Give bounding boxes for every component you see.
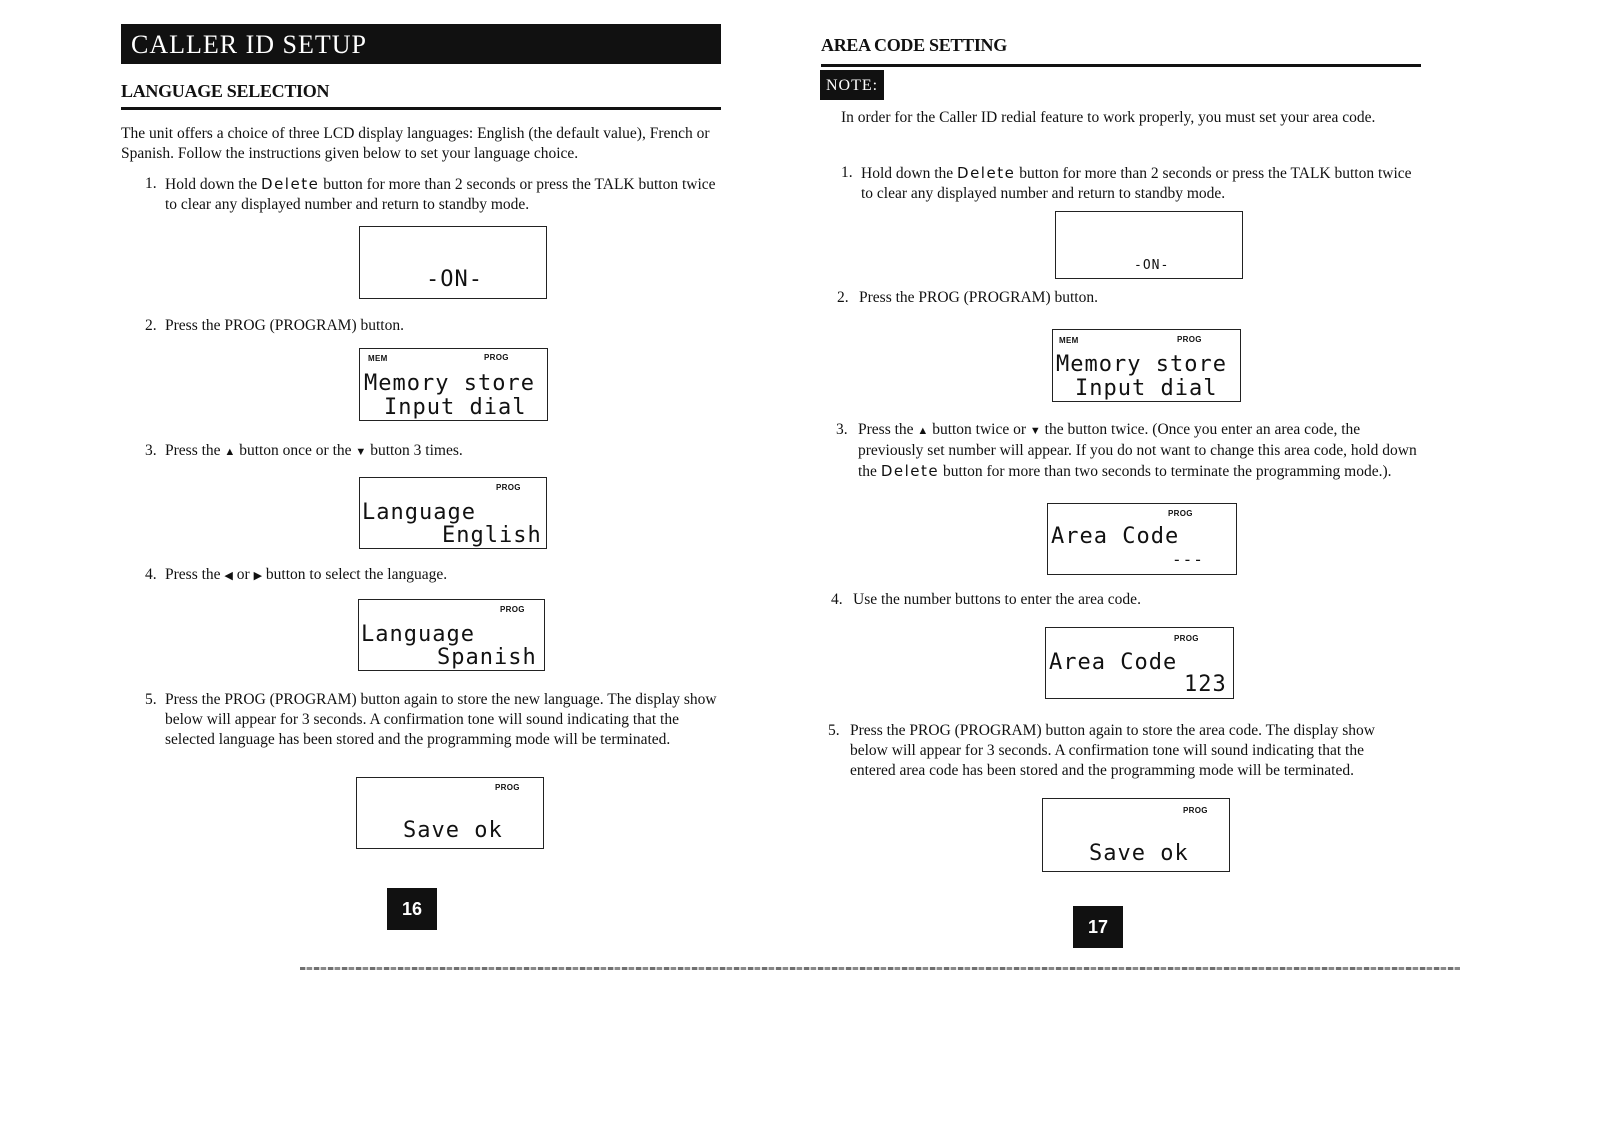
lcd-line-1: Memory store [364, 371, 535, 396]
lcd-line-2: Input dial [384, 395, 527, 420]
lcd-line-1: Language [361, 622, 475, 647]
lcd-line-2: Save ok [403, 818, 503, 843]
note-label: NOTE: [820, 70, 884, 100]
lcd-line-1: Area Code [1049, 650, 1178, 675]
lcd-display-save-ok [356, 777, 544, 849]
lcd-display-on [359, 226, 547, 299]
page-number: 16 [387, 888, 437, 930]
intro-paragraph: The unit offers a choice of three LCD display languages: English (the default value), French or Spanish. Follow the instructions given below to set your language choice. [121, 125, 710, 162]
lcd-display-area-code-empty [1047, 503, 1237, 575]
step-text: Press the ▲ button twice or ▼ the button twice. (Once you enter an area code, the previously set number will appear. If you do not want to change this area code, hold down the Delete button for more than two seconds to terminate the programming mode.). [858, 421, 1417, 480]
step-text: Press the ◀ or ▶ button to select the language. [165, 566, 448, 583]
page-number: 17 [1073, 906, 1123, 948]
step-number: 1. [145, 175, 157, 192]
lcd-line-2: -ON- [1134, 258, 1170, 273]
delete-key-label: Delete [261, 175, 320, 193]
step-number: 1. [841, 164, 853, 181]
step-5 [828, 721, 1412, 803]
step-4 [831, 590, 1415, 612]
step-2 [145, 316, 721, 338]
step-number: 5. [828, 722, 840, 739]
step-1 [841, 163, 1421, 205]
step-text: Hold down the Delete button for more than 2 seconds or press the TALK button twice to clear any displayed number and return to standby mode. [861, 164, 1412, 202]
scan-artifact-line [300, 967, 1460, 970]
lcd-display-save-ok [1042, 798, 1230, 872]
lcd-line-1: Language [362, 500, 476, 525]
lcd-display-memory-store [359, 348, 548, 421]
step-5 [145, 690, 721, 772]
lcd-display-language-spanish [358, 599, 545, 671]
step-number: 3. [836, 421, 848, 438]
down-arrow-icon: ▼ [355, 446, 367, 458]
up-arrow-icon: ▲ [917, 425, 929, 437]
step-text: Press the ▲ button once or the ▼ button 3 times. [165, 442, 463, 459]
lcd-line-1: Memory store [1056, 352, 1227, 377]
lcd-display-area-code-123 [1045, 627, 1234, 699]
mem-indicator: MEM [1059, 336, 1079, 345]
step-4 [145, 565, 721, 587]
delete-key-label: Delete [957, 164, 1016, 182]
prog-indicator: PROG [1183, 806, 1208, 815]
step-text: Press the PROG (PROGRAM) button. [859, 289, 1098, 306]
delete-key-label: Delete [880, 462, 940, 480]
up-arrow-icon: ▲ [224, 446, 236, 458]
step-number: 4. [831, 591, 843, 608]
step-text: Hold down the Delete button for more than 2 seconds or press the TALK button twice to clear any displayed number and return to standby mode. [165, 175, 716, 213]
lcd-line-2: --- [1172, 550, 1204, 569]
prog-indicator: PROG [1174, 634, 1199, 643]
step-number: 4. [145, 566, 157, 583]
lcd-line-2: English [442, 523, 542, 548]
area-code-setting-heading: AREA CODE SETTING [821, 35, 1007, 55]
section-banner: CALLER ID SETUP [121, 24, 721, 64]
step-text: Press the PROG (PROGRAM) button. [165, 317, 404, 334]
step-1 [145, 174, 721, 216]
lcd-display-language-english [359, 477, 547, 549]
lcd-line-2: Spanish [437, 645, 537, 670]
step-number: 2. [145, 317, 157, 334]
step-text: Use the number buttons to enter the area code. [853, 591, 1141, 608]
heading-rule [121, 107, 721, 110]
lcd-line-2: 123 [1184, 672, 1227, 697]
lcd-display-on [1055, 211, 1243, 279]
step-number: 2. [837, 289, 849, 306]
lcd-line-2: Input dial [1075, 376, 1218, 401]
prog-indicator: PROG [484, 353, 509, 362]
prog-indicator: PROG [1177, 335, 1202, 344]
step-text: Press the PROG (PROGRAM) button again to store the area code. The display show below will appear for 3 seconds. A confirmation tone will sound indicating that the entered area code has been stored and the programming mode will be terminated. [850, 722, 1375, 779]
prog-indicator: PROG [495, 783, 520, 792]
mem-indicator: MEM [368, 354, 388, 363]
prog-indicator: PROG [500, 605, 525, 614]
language-selection-heading: LANGUAGE SELECTION [121, 81, 330, 101]
step-number: 3. [145, 442, 157, 459]
lcd-display-memory-store [1052, 329, 1241, 402]
step-text: Press the PROG (PROGRAM) button again to store the new language. The display show below will appear for 3 seconds. A confirmation tone will sound indicating that the selected language has been stored and the programming mode will be terminated. [165, 691, 717, 748]
step-number: 5. [145, 691, 157, 708]
down-arrow-icon: ▼ [1029, 425, 1041, 437]
step-3 [836, 420, 1420, 502]
lcd-line-2: -ON- [426, 267, 483, 292]
left-arrow-icon: ◀ [224, 570, 233, 582]
prog-indicator: PROG [1168, 509, 1193, 518]
note-paragraph: In order for the Caller ID redial feature to work properly, you must set your area code. [841, 109, 1376, 126]
right-arrow-icon: ▶ [253, 570, 263, 582]
lcd-line-2: Save ok [1089, 841, 1189, 866]
lcd-line-1: Area Code [1051, 524, 1180, 549]
heading-rule [821, 64, 1421, 67]
step-2 [837, 288, 1417, 310]
step-3 [145, 441, 721, 463]
prog-indicator: PROG [496, 483, 521, 492]
